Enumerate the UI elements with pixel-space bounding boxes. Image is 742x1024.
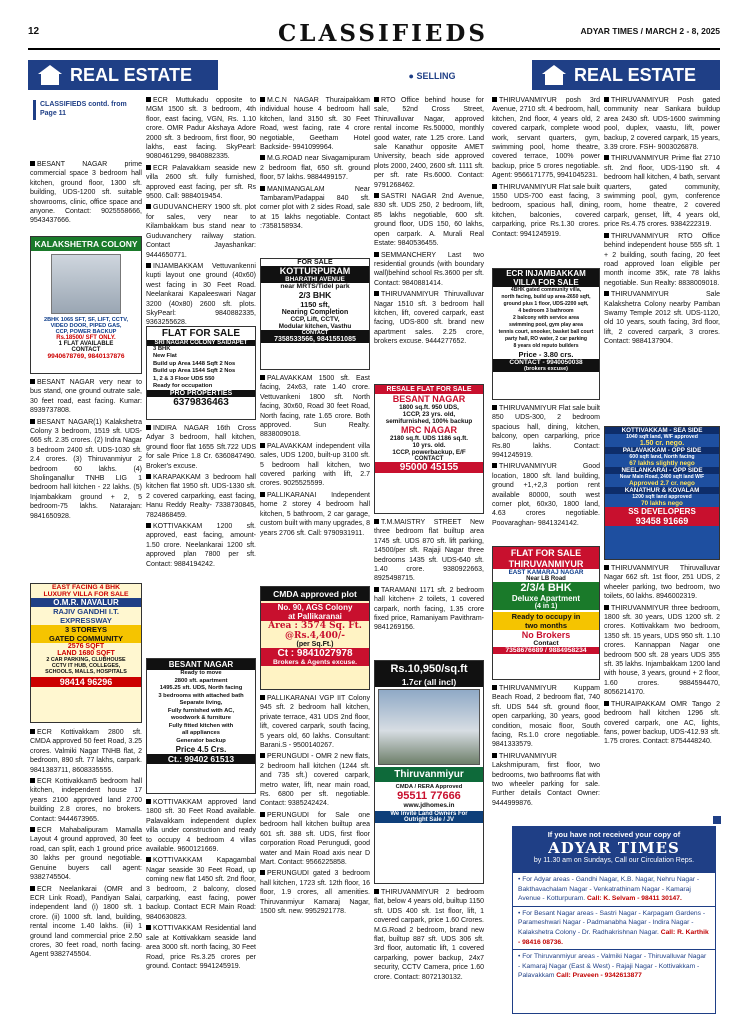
selling-label: ● SELLING <box>408 71 456 81</box>
ad-ecr-injambakkam: ECR INJAMBAKKAM VILLA FOR SALE 4BHK gated community villa, north facing, build up area-2650 sqft, ground plus 1 floor, UDS-2200 sqft, 4 bedroom 3 bathroom 2 balcony with service area swimming pool, gym play area tennis court, snooker, basket ball court party hall, RO water, 2 car parking 8 years old reputo builders Price - 3.80 crs. CONTACT - 9940050038 (brokers excuse) <box>492 268 600 400</box>
listing: THIRUVANMIYUR Flat sale built 1550 UDS-700 east facing, 3 bedroom, spacious hall, dining, kitchen, balconies, covered carparking, price Rs.1.30 crores. Contact: 9941245919. <box>492 183 601 238</box>
column-5-listings-c <box>492 684 600 820</box>
circulation-info-box <box>512 826 716 1014</box>
listing: BESANT NAGAR very near to bus stand, one ground outrate sale, 30 feet road, east facing. Kumar: 8939737808. <box>30 379 142 415</box>
listing: THIRUVANMIYUR Thiruvalluvar Nagar 662 sft. 1st floor, 251 UDS, 2 wheeler parking, two bedroom, two toilets, 60 lakhs. 8946002319. <box>604 565 720 601</box>
listing: SEMMANCHERY Last two residential grounds (with boundary wall)behind school Rs.3600 per sft. Contact: 9840881414. <box>374 251 484 287</box>
listing: THIRUVANMIYUR Posh gated community near Sankara buildup area 2430 sft. UDS-1600 swimming pool, duplex, vaastu, lift, power backup, 2 covered carpark, 15 years, 3.39 crore. FSH- 9003026878. <box>604 97 720 152</box>
listing: M.G.ROAD near Sivagamipuram 2 bedroom flat, 650 sft. ground floor, 57 lakhs. 9884499157. <box>260 155 370 182</box>
continued-note: CLASSIFIEDS contd. from Page 11 <box>33 100 141 120</box>
listing: THIRUVANMIYUR Sale Kalakshetra Colony nearby Pamban Swamy Temple 2012 sft. UDS-1120, old 10 years, south facing, 3rd floor, lift, 2 covered carpark, 3 crores. Contact: 9884137904. <box>604 291 720 346</box>
ad-cmda-plot: CMDA approved plot No. 90, AGS Colony at Pallikaranai Area : 3574 Sq. Ft. @Rs.4,400/- (per Sq.Ft.) Ct : 9841027978 Brokers & Agents excuse. <box>260 586 370 690</box>
listing: ECR Neelankarai (OMR and ECR Link Road), Pandiyan Salai, independent land (i) 1800 sft. 1 crore. (ii) 1000 sft. land, building, rental income 1.40 lakhs. (iii) 1 ground land commercial price 2.50 crores, 30 feet road, north facing. Agent 9382745504. <box>30 885 142 959</box>
column-2-listings-c <box>146 798 256 1018</box>
listing: KOTTIVAKKAM Residential land sale at Kottivakkam seaside land area 3000 sft. north facing, 30 Feet Road, price Rs.3.25 crores per ground. Contact: 9941245919. <box>146 925 256 970</box>
listing: THIRUVANMIYUR Flat sale built 850 UDS-300, 2 bedroom spacious hall, dining, kitchen, balcony, open carparking, price Rs.80 lakhs. Contact: 9941245919. <box>492 405 601 460</box>
column-5-listings <box>492 96 600 264</box>
listing: THURAIPAKKAM OMR Tango 2 bedroom hall kitchen 1296 sft. covered carpark, one AC, lights, fans, power backup, UDS-412.93 sft. 1.75 crores. Contact: 8754448240. <box>604 700 720 746</box>
page-header <box>28 20 720 50</box>
listing: THIRUVANMIYUR Good location, 1800 sft. land building, ground +1,+2,3 portion rent available 80000, south west corner plot, 60x30, 1800 land, 4.63 crores negotiable. Poovaraghan- 9841324142. <box>492 463 600 527</box>
ad-resale-flat: RESALE FLAT FOR SALE BESANT NAGAR 1800 sq.ft. 950 UDS, 1CCP, 23 yrs. old, semifurnished, 100% backup MRC NAGAR 2180 sq.ft. UDS 1186 sq.ft. 10 yrs. old. 1CCP, powerbackup, E/F CONTACT 95000 45155 <box>374 384 484 514</box>
ad-besant-nagar-apartment: BESANT NAGAR Ready to move 2800 sft. apartment 1495.25 sft. UDS, North facing 3 bedrooms with attached bath Separate living, Fully furnished with AC, woodwork & furniture Fully fitted kitchen with all appliances Generator backup Price 4.5 Crs. Ct.: 99402 61513 <box>146 658 256 794</box>
column-2-listings <box>146 96 256 327</box>
ad-flat-for-sale-saidapet: FLAT FOR SALE SRI NAGAR COLONY SAIDAPET 3 BHK New Flat Build up Area 1448 Sqft 2 Nos Build up Area 1544 Sqft 2 Nos 1, 2 & 3 Floor UDS 550 Ready for occupation PRO PROPERTIES 6379836463 <box>146 326 256 420</box>
listing: THIRUVANMIYUR Prime flat 2710 sft. 2nd floor, UDS-1190 sft. 4 bedroom hall kitchen, 4 bath, servant quarters, gated community, swimming pool, gym, conference room, home theatre, 2 covered carpark, genset, lift, 4 years old, price Rs.4.75 crores. 9384222319. <box>604 155 720 229</box>
section-title: CLASSIFIEDS <box>278 20 488 47</box>
listing: INDIRA NAGAR 16th Cross Adyar 3 bedroom, hall kitchen, ground floor flat 1655 Sft.722 UDS for sale Price 1.8 Cr. 6360847490. Broker's excuse. <box>146 425 256 470</box>
listing: T.M.MAISTRY STREET New three bedroom flat builtup area 1745 sft. UDS 870 sft. lift parking, 14500/per sft. Rajaji Nagar three bedrooms 1435 sft. UDS-640 sft. 1.40 crore. 9380922663, 8925498715. <box>374 519 484 583</box>
listing: ECR Muttukadu opposite to MGM 1500 sft. 3 bedroom, 4th floor, east facing, VGN, Rs. 1.10 crore. OMR Padur Akshaya Adore 2000 sft. 3 bedroom, first floor, 90 lakhs, east facing. SkyPearl: 9080461299, 9840882335. <box>146 97 256 161</box>
listing: PERUNGUDI gated 3 bedroom hall kitchen, 1723 sft. 12th floor, 16 floor, 1.9 crores, all amenities. Thiruvanmiyur Kamaraj Nagar, 1500 sft. new. 9952921778. <box>260 870 370 915</box>
listing: THIRUVANMIYUR Kuppam Beach Road, 2 bedroom flat, 740 sft. UDS 544 sft. ground floor, open carparking, 30 years, good condition, mosaic floor, South facing, Rs.1.0 crore negotiable. 9841333579. <box>492 685 600 749</box>
publication-info: ADYAR TIMES / MARCH 2 - 8, 2025 <box>580 26 720 36</box>
building-photo <box>378 689 480 765</box>
listing: PALLIKARANAI VGP IIT Colony 945 sft. 2 bedroom hall kitchen, private terrace, 431 UDS 2nd floor, lift, covered carpark, south facing, 5 years old, 60 lakhs. Consultant: Barani.S - 9500140267. <box>260 695 370 750</box>
listing: THIRUVANMIYUR Thiruvalluvar Nagar 1510 sft. 3 bedroom hall kitchen, lift, covered carpark, east facing, UDS-800 sft. brand new apartment sales. 2.25 crore, brokers excuse. 9444277652. <box>374 291 484 346</box>
listing: THIRUVANMIYUR RTO Office behind independent house 555 sft. 1 + 2 building, south facing, 20 feet road approved loan eligible per month income 35K, rate 78 lakhs negotiable. Sun Realty: 8838009018. <box>604 232 720 287</box>
building-photo <box>51 254 121 314</box>
listing: KOTTIVAKKAM Kapagambal Nagar seaside 30 Feet Road, up coming new flat 1450 sft. 2nd floor, 3 bedroom, 2 balcony, closed carparking, east facing, power backup. Contact ECR Main Road: 9840630823. <box>146 857 256 921</box>
column-3-listings <box>260 96 370 256</box>
listing: PERUNGUDI for Sale one bedroom hall kitchen builtup area 601 sft. 388 sft. UDS, first floor corporation Road Perungudi, good water and Main Road axis near D Mart. Contact: 9566225858. <box>260 811 370 866</box>
column-4-listings-c <box>374 888 484 1018</box>
circulation-item-adyar: • For Adyar areas - Gandhi Nagar, K.B. Nagar, Nehru Nagar - Bakthavachalam Nagar - Venkatrathinam Nagar - Kamaraj Avenue - Kotturpuram. Call: K. Selvam - 98411 30147. <box>513 873 715 907</box>
column-3-listings-c <box>260 694 370 1018</box>
listing: PERUNGUDI - OMR 2 new flats, 2 bedroom hall kitchen (1244 sft. and 735 sft.) covered carpark, metro water, lift, near main road, Rs. 6800 per sft. negotiable. Contact: 9385242424. <box>260 753 370 808</box>
listing: THIRUVANMIYUR three bedroom, 1800 sft. 30 years, UDS 1200 sft. 2 crores. Kottivakkam two bedroom, 1350 sft. 15 years, UDS 950 sft. 1.10 crores. Kannappan Nagar one bedroom 500 sft. 28 years UDS 355 sft. 35 lakhs. Injambakkam 1200 land with house, 3 years, ground + 2 floor, 1.60 crores. 9884594470, 8056214170. <box>604 604 720 697</box>
column-4-listings-b <box>374 518 484 656</box>
column-6-listings <box>604 96 720 422</box>
ad-kotturpuram: FOR SALE KOTTURPURAM BHARATHI AVENUE near MRTS/Tidel park 2/3 BHK 1150 sft, Nearing Completion CCP, Lift, CCTV, Modular kitchen, Vasthu CONTACT 7358533566, 9841551085 <box>260 258 370 370</box>
ad-ss-developers: KOTTIVAKKAM - SEA SIDE 1040 sqft land, W/F approved 1.50 cr. nego. PALAVAKKAM - OPP SIDE 600 sqft land, North facing 67 lakhs slightly nego NEELANKARAI - OPP SIDE Near Main Road, 2400 sqft land W/F Approved 2.7 cr. nego KANATHUR & KOVALAM 1200 sqft land approved 70 lakhs nego SS DEVELOPERS 93458 91669 <box>604 426 720 560</box>
column-4-listings <box>374 96 484 376</box>
listing: PALLIKARANAI Independent home 2 storey 4 bedroom hall kitchen, 5 bathroom, 2 car garage, custom built with many upgrades, 8 years 2706 sft. Call: 9790931911. <box>260 491 370 537</box>
listing: ECR Mahabalipuram Mamalla Layout 4 ground approved, 30 feet road, can split, each 1 ground price 30 lakhs per ground negotiable. Genuine buyers call agent: 9382745504. <box>30 827 142 882</box>
circulation-item-thiruvanmiyur: • For Thiruvanmiyur areas - Valmiki Nagar - Thiruvalluvar Nagar - Kamaraj Nagar (East & West) - Rajaji Nagar - Kottivakkam - Palavakkam Call: Praveen - 9342613877 <box>518 953 707 980</box>
listing: MANIMANGALAM Near Tambaram/Padappai 840 sft. corner plot with 2 sides Road, sale at 15 lakhs negotiable. Contact :7358158934. <box>260 185 370 231</box>
circulation-header: If you have not received your copy of ADYAR TIMES by 11.30 am on Sundays, Call our Circulation Reps. <box>513 827 715 873</box>
house-icon <box>38 65 62 85</box>
listing: PALAVAKKAM 1500 sft. East facing, 24x63, rate 1.40 crore. Vettuvankeni 1800 sft. North facing, 30x60, Road 30 feet Road, North facing, rate 1.65 crore. Both approved. Sun Realty. 8838009018. <box>260 375 370 439</box>
listing: ECR Kottivakkam5 bedroom hall kitchen, independent house 17 years 2100 approved land 2700 building 2.8 crores, no brokers. Contact: 9444673965. <box>30 778 142 823</box>
real-estate-banner-left: REAL ESTATE <box>28 60 218 90</box>
listing: INJAMBAKKAM Vettuvankenni kupti layout one ground (40x60) west facing in 30 Feet Road. Neelankarai Kapaleeswari Nagar 3200 (40x80) 2600 sft. plots. SkyPearl: 9840882335, 9363255628. <box>146 262 256 327</box>
listing: THIRUVANMIYUR Lakshmipuram, first floor, two bedrooms, two bathrooms flat with two wheeler parking for sale. Further details Contact Owner: 9444999876. <box>492 752 600 807</box>
ad-thiruvanmiyur-jdhomes: Rs.10,950/sq.ft 1.7cr (all incl) Thiruvanmiyur CMDA / RERA Approved 95511 77666 www.jdhomes.in We Invite Land Owners For Outright Sale / JV <box>374 660 484 884</box>
column-5-listings-b <box>492 404 600 542</box>
listing: ECR Palavakkam seaside new villa 2600 sft. fully furnished, approved east facing, per sft. Rs 9500. Call: 9884019454. <box>146 164 256 201</box>
listing: BESANT NAGAR(1) Kalakshetra Colony 3 bedroom, 1519 sft. UDS-665 sft. 2.35 crores. (2) Indra Nagar 3 bedroom 2400 sft. UDS-1030 sft. 2.4 crores. (3) Thiruvanmiyur 2 bedroom 60 lakhs. (4) Sholinganallur TNHB LIG 1 bedroom hall kitchen - 22 lakhs. (5) Injambakkam ground + 2, 5 bedroom-75 lakhs. Natarajan: 9841650928. <box>30 418 142 520</box>
listing: THIRUVANMIYUR 2 bedroom flat, below 4 years old, builtup 1150 sft. UDS 400 sft. 1st floor, lift, 1 covered carpark, price 1.60 Crores. M.G.Road 2 bedroom, brand new flat, builtup 887 sft. UDS 306 sft. 3rd floor, automatic lift, 1 covered carparking, power backup, 24x7 security, CCTV Camera, price 1.60 crore. Contact: 8072130132. <box>374 889 484 981</box>
listing: RTO Office behind house for sale, 52nd Cross Street, Thiruvalluvar Nagar, approved rental income Rs.50000, monthly good water, rate 1.25 crore. Land sale Kanathur opposite AMET University, beach side approved plots 2000, 2400, 2600 sft. 1111 sft. per sft. rate Rs.6000. Contact: 9791268462. <box>374 97 484 189</box>
real-estate-banner-right: REAL ESTATE <box>532 60 720 90</box>
ad-flat-east-kamaraj-nagar: FLAT FOR SALE THIRUVANMIYUR EAST KAMARAJ NAGAR Near LB Road 2/3/4 BHK Deluxe Apartment (4 in 1) Ready to occupy in two months No Brokers Contact 7358676689 / 9884958234 <box>492 546 600 680</box>
listing: KOTTIVAKKAM approved land 1800 sft. 30 Feet Road available. Palavakkam independent duplex villa under construction and ready to occupy 4 bedroom 4 villas available. 9600121669. <box>146 799 256 854</box>
listing: ECR Kottivakkam 2800 sft. CMDA approved 50 feet Road, 3.25 crores. Valmiki Nagar TNHB flat, 2 bedroom, 890 sft. 77 lakhs, carpark. 9841383711, 8608335555. <box>30 729 142 774</box>
ad-east-facing-villa: EAST FACING 4 BHK LUXURY VILLA FOR SALE O.M.R. NAVALUR RAJIV GANDHI I.T. EXPRESSWAY 3 STOREYS GATED COMMUNITY 2576 SQFT LAND 1680 SQFT 2 CAR PARKING, CLUBHOUSE CCTV IT HUB, COLLEGES, SCHOOLS, MALLS, HOSPITALS 98414 96296 <box>30 583 142 723</box>
circulation-item-besant-nagar: • For Besant Nagar areas - Sastri Nagar - Karpagam Gardens - Parameshwari Nagar - Padmanabha Nagar - Indira Nagar - Kalakshetra Colony - Dr. Radhakrishnan Nagar. Call: R. Karthik - 98416 08736. <box>513 907 715 950</box>
column-1-listings-c <box>30 728 142 1018</box>
column-6-listings-b <box>604 564 720 814</box>
column-1-listings <box>30 160 142 234</box>
corner-marker <box>713 816 721 824</box>
listing: PALAVAKKAM independent villa sales, UDS 1200, built-up 3100 sft. 5 bedroom hall kitchen, two covered parking with lift, 2.7 crores. 9025525599. <box>260 442 370 488</box>
column-1-listings-b <box>30 378 142 580</box>
listing: SASTRI NAGAR 2nd Avenue, 830 sft. UDS 250, 2 bedroom, lift, 85 lakhs negotiable, 600 sft. ground floor, UDS 150, 60 lakhs, open carpark. A. Murali Real Estate: 9840536455. <box>374 193 484 248</box>
listing: THIRUVANMIYUR posh 3rd Avenue, 2710 sft. 4 bedroom, hall, kitchen, 2nd floor, 4 years old, 2 covered carpark, complete wood work, servant quarters, gym, swimming pool, home theatre, covered terrace, 100% power backup, price 5 crores negotiable. Agent: 9566171775, 9941045231. <box>492 97 600 180</box>
listing: TARAMANI 1171 sft. 2 bedroom hall kitchen+ 2 toilets, 1 covered carpark, north facing, 1.35 crore fixed price, Ramaniyam Pavithram- 9841269156. <box>374 586 484 632</box>
listing: KARAPAKKAM 3 bedroom hall kitchen flat 1950 sft. UDS-1330 sft. 2 covered carparking, east facing, Hanu Reddy Realty- 7338730845, 7824868459. <box>146 474 256 519</box>
column-3-listings-b <box>260 374 370 584</box>
page-number: 12 <box>28 26 40 37</box>
listing: GUDUVANCHERY 1900 sft. plot for sales, very near to Kilambakkam bus stand near to Guduvanchery railway station. Contact Jayashankar: 9444650771. <box>146 204 256 259</box>
house-icon <box>542 65 566 85</box>
listing: BESANT NAGAR prime commercial space 3 bedroom hall kitchen, ground floor, 1300 sft. building, UDS-1200 sft. suitable showrooms, clinic, office space and anyone. Contact: 9025558666, 9543437666. <box>30 161 142 225</box>
ad-kalakshetra: KALAKSHETRA COLONY 2BHK 1065 SFT, SF, LIFT, CCTV, VIDEO DOOR, PIPED GAS, CCP, POWER BACKUP Rs.18500/ SFT ONLY. 1 FLAT AVAILABLE CONTACT 9940678769, 9840137876 <box>30 236 142 374</box>
listing: M.C.N NAGAR Thuraipakkam individual house 4 bedroom hall kitchen, land 3150 sft. 30 Feet Road, west facing, rate 4 crore negotiable, Geetham Hotel Backside- 9941099964. <box>260 97 370 152</box>
listing: KOTTIVAKKAM 1200 sft. approved, east facing, amount-1.50 crore. Neelankarai 1200 sft. approved plan 7800 per sft. Contact: 9884194242. <box>146 523 256 568</box>
column-2-listings-b <box>146 424 256 588</box>
